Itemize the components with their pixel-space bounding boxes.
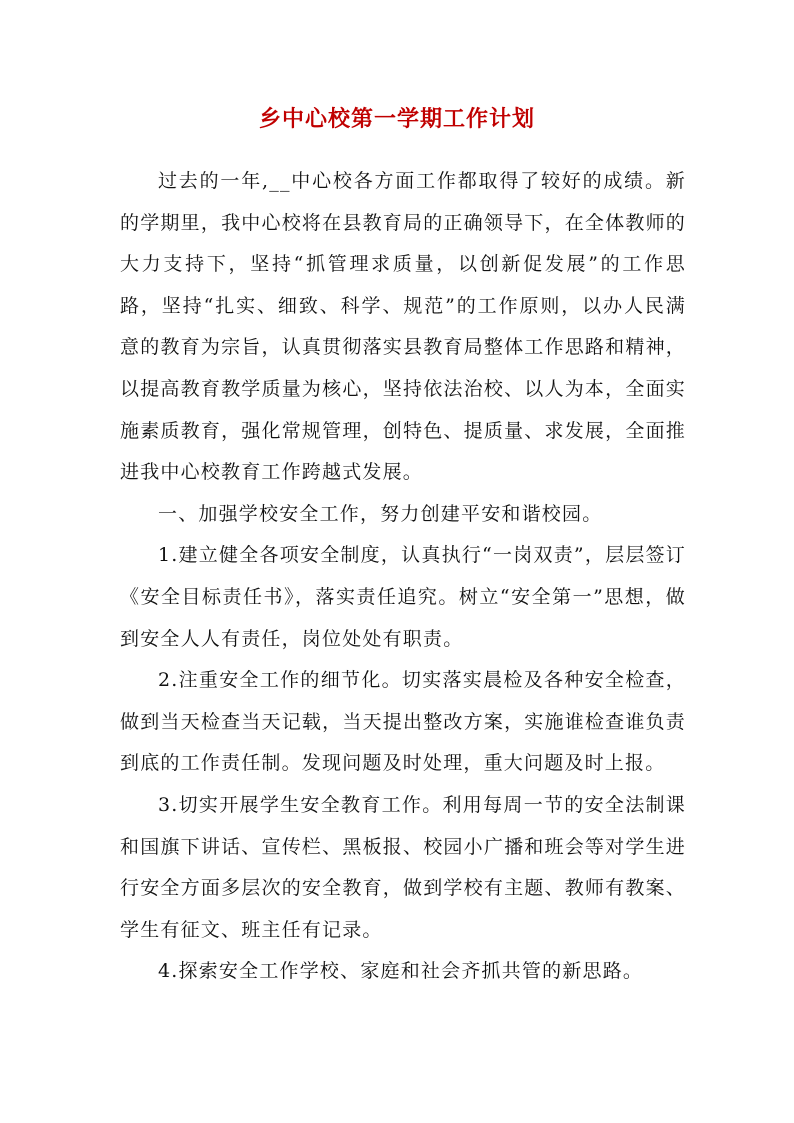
paragraph-item-4: 4.探索安全工作学校、家庭和社会齐抓共管的新思路。 bbox=[158, 960, 644, 983]
document-body bbox=[120, 161, 686, 993]
paragraph-item-1: 1.建立健全各项安全制度，认真执行“一岗双责”，层层签订《安全目标责任书》，落实责任追究。树立“安全第一”思想，做到安全人人有责任，岗位处处有职责。 bbox=[120, 544, 686, 650]
section-heading-safety: 一、加强学校安全工作，努力创建平安和谐校园。 bbox=[158, 502, 603, 525]
paragraph-item-2: 2.注重安全工作的细节化。切实落实晨检及各种安全检查，做到当天检查当天记载，当天提出整改方案，实施谁检查谁负责到底的工作责任制。发现问题及时处理，重大问题及时上报。 bbox=[120, 669, 686, 775]
paragraph-intro: 过去的一年,__中心校各方面工作都取得了较好的成绩。新的学期里，我中心校将在县教育局的正确领导下，在全体教师的大力支持下，坚持“抓管理求质量，以创新促发展”的工作思路，坚持“扎实、细致、科学、规范”的工作原则，以办人民满意的教育为宗旨，认真贯彻落实县教育局整体工作思路和精神，以提高教育教学质量为核心，坚持依法治校、以人为本，全面实施素质教育，强化常规管理，创特色、提质量、求发展，全面推进我中心校教育工作跨越式发展。 bbox=[120, 170, 686, 484]
document-title: 乡中心校第一学期工作计划 bbox=[258, 106, 535, 132]
paragraph-item-3: 3.切实开展学生安全教育工作。利用每周一节的安全法制课和国旗下讲话、宣传栏、黑板报、校园小广播和班会等对学生进行安全方面多层次的安全教育，做到学校有主题、教师有教案、学生有征文、班主任有记录。 bbox=[120, 793, 686, 941]
